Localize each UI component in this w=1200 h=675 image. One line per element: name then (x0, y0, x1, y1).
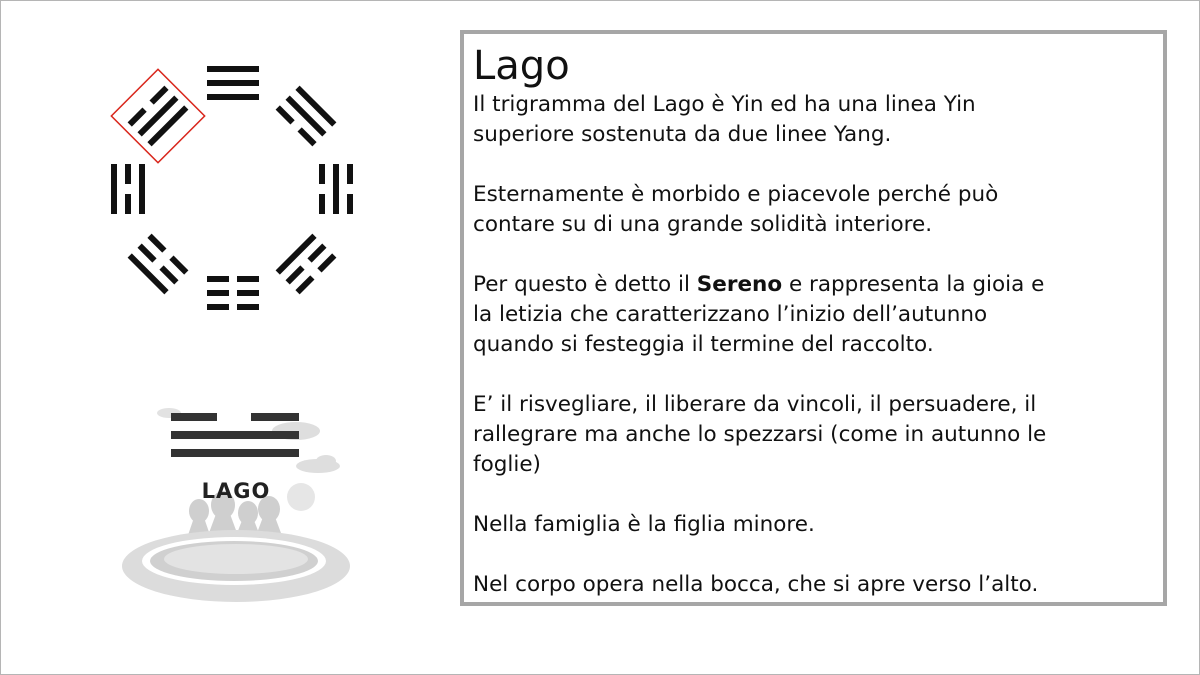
trigram-bottom-right (276, 234, 337, 295)
paragraph-serene-before: Per questo è detto il (473, 272, 697, 297)
paragraph-awakening: E’ il risvegliare, il liberare da vincoli, il persuadere, il rallegrare ma anche lo spezzarsi (come in autunno le foglie) (473, 392, 1047, 477)
trigram-bottom (207, 276, 259, 310)
trigram-left (111, 164, 145, 214)
text-panel (460, 30, 1167, 606)
lake-label: LAGO (201, 479, 271, 503)
trigram-top (207, 66, 259, 100)
paragraph-serene-after: e rappresenta la gioia e la letizia che caratterizzano l’inizio dell’autunno quando si festeggia il termine del raccolto. (473, 272, 1045, 357)
paragraph-yin-yang: Il trigramma del Lago è Yin ed ha una linea Yin superiore sostenuta da due linee Yang. (473, 92, 976, 147)
lake-trigram (171, 413, 299, 457)
bagua-diagram (101, 56, 371, 326)
paragraph-serene (473, 270, 1155, 360)
paragraph-body: Nel corpo opera nella bocca, che si apre verso l’alto. (473, 572, 1039, 597)
moon-icon (287, 483, 315, 511)
keyword-serene: Sereno (696, 272, 783, 297)
trigram-top-left (128, 86, 189, 147)
trigram-bottom-left (128, 234, 189, 295)
paragraph-family: Nella famiglia è la figlia minore. (473, 512, 815, 537)
trigram-top-right (276, 86, 337, 147)
page-title: Lago (473, 43, 570, 89)
lake-illustration (111, 391, 361, 621)
paragraph-soft-outside: Esternamente è morbido e piacevole perché può contare su di una grande solidità interiore. (473, 182, 999, 237)
trigram-right (319, 164, 353, 214)
